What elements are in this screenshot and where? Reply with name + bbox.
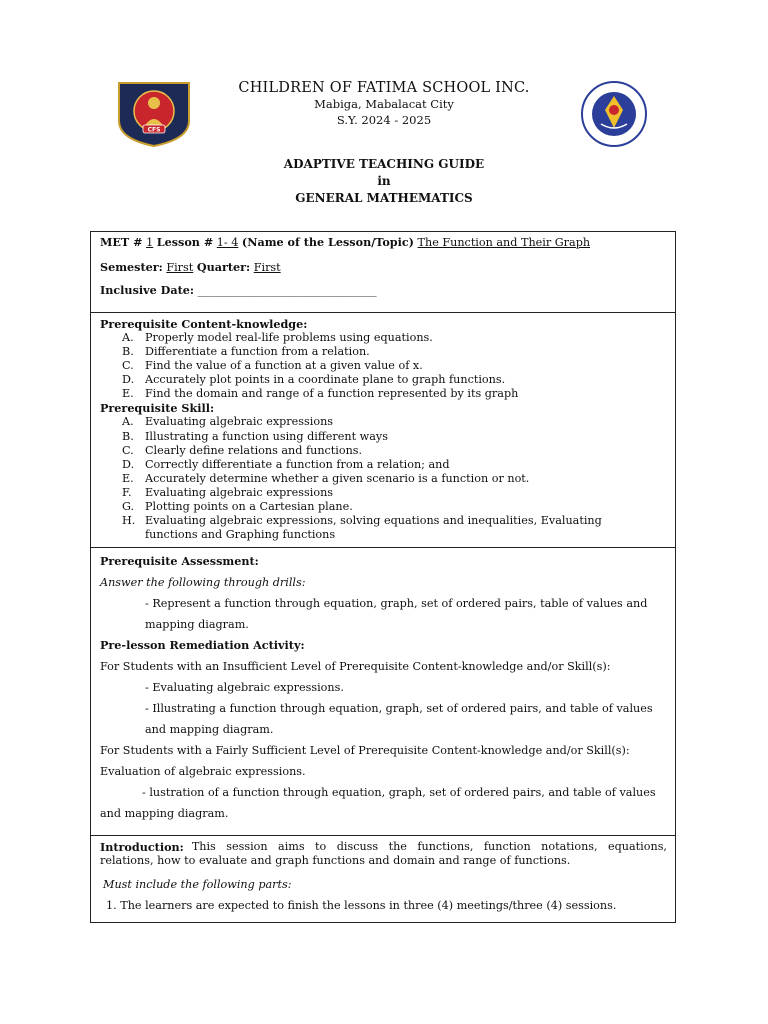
guide-title-in: in <box>377 174 391 188</box>
semester-label: Semester: <box>100 260 163 274</box>
school-name: CHILDREN OF FATIMA SCHOOL INC. <box>238 80 530 96</box>
met-label: MET # <box>100 235 143 249</box>
assessment-heading: Prerequisite Assessment: <box>100 554 259 568</box>
guide-subject: GENERAL MATHEMATICS <box>295 191 473 205</box>
introduction-section <box>91 835 675 922</box>
lesson-value: 1- 4 <box>216 236 239 249</box>
met-value: 1 <box>146 236 154 249</box>
remediation-heading: Pre-lesson Remediation Activity: <box>100 638 305 652</box>
assessment-instruction: Answer the following through drills: <box>100 576 306 589</box>
quarter-value: First <box>253 261 281 274</box>
list-item: C. Find the value of a function at a given value of x. <box>122 359 423 373</box>
topic-value: The Function and Their Graph <box>417 236 591 249</box>
prereq-skill-heading: Prerequisite Skill: <box>100 401 215 416</box>
insufficient-item-2: - Illustrating a function through equation, graph, set of ordered pairs, and table of values <box>145 702 653 715</box>
intro-text-1: This session aims to discuss the functions, function notations, equations, <box>191 840 667 853</box>
drill-line-1: - Represent a function through equation, graph, set of ordered pairs, table of values and <box>145 597 648 610</box>
insufficient-intro: For Students with an Insufficient Level of Prerequisite Content-knowledge and/or Skill(s): <box>100 660 611 673</box>
assessment-section <box>91 547 675 835</box>
fair-item-2: - lustration of a function through equation, graph, set of ordered pairs, and table of values <box>142 786 656 799</box>
insufficient-item-2-cont: and mapping diagram. <box>145 723 274 736</box>
quarter-label: Quarter: <box>196 260 251 274</box>
insufficient-item-1: - Evaluating algebraic expressions. <box>145 681 344 694</box>
list-item: A. Evaluating algebraic expressions <box>122 415 334 429</box>
met-line <box>100 235 590 250</box>
intro-item-1: 1. The learners are expected to finish the lessons in three (4) meetings/three (4) sessions. <box>106 899 617 912</box>
list-item: B. Differentiate a function from a relation. <box>122 345 370 359</box>
prerequisites-section <box>91 312 675 547</box>
semester-value: First <box>166 261 194 274</box>
list-item: E. Accurately determine whether a given scenario is a function or not. <box>122 471 530 485</box>
list-item: G. Plotting points on a Cartesian plane. <box>122 500 353 514</box>
guide-title: ADAPTIVE TEACHING GUIDE <box>283 157 485 171</box>
guide-table <box>90 231 676 923</box>
list-item: F. Evaluating algebraic expressions <box>122 485 334 499</box>
semester-line <box>100 260 281 275</box>
school-address: Mabiga, Mabalacat City <box>314 97 454 111</box>
prereq-skill-list <box>100 415 667 542</box>
list-item: E. Find the domain and range of a function represented by its graph <box>122 387 519 401</box>
lesson-label: Lesson # <box>156 235 214 249</box>
school-logo-initials: CFS <box>147 126 161 134</box>
list-item: functions and Graphing functions <box>145 528 336 542</box>
fair-item-2-cont: and mapping diagram. <box>100 807 229 820</box>
intro-label: Introduction: <box>100 840 184 854</box>
list-item: A. Properly model real-life problems using equations. <box>122 331 433 344</box>
must-include: Must include the following parts: <box>103 878 292 891</box>
list-item: B. Illustrating a function using different ways <box>122 429 388 443</box>
list-item: D. Accurately plot points in a coordinate plane to graph functions. <box>122 373 506 387</box>
fair-intro: For Students with a Fairly Sufficient Level of Prerequisite Content-knowledge and/or Skill(s): <box>100 744 630 757</box>
date-label: Inclusive Date: <box>100 283 194 297</box>
lesson-meta-section <box>91 232 675 312</box>
list-item: D. Correctly differentiate a function from a relation; and <box>122 457 450 471</box>
date-blank: ________________________________ <box>197 284 377 297</box>
school-year: S.Y. 2024 - 2025 <box>336 113 432 127</box>
prereq-knowledge-list <box>100 331 667 401</box>
fair-item-1: Evaluation of algebraic expressions. <box>100 765 306 778</box>
intro-line-2: relations, how to evaluate and graph functions and domain and range of functions. <box>100 854 571 867</box>
date-line <box>100 283 377 298</box>
drill-line-2: mapping diagram. <box>145 618 249 631</box>
topic-label: (Name of the Lesson/Topic) <box>241 235 414 249</box>
prereq-knowledge-heading: Prerequisite Content-knowledge: <box>100 317 308 331</box>
list-item: H. Evaluating algebraic expressions, solving equations and inequalities, Evaluating <box>122 514 602 528</box>
list-item: C. Clearly define relations and functions. <box>122 443 363 457</box>
intro-line-1 <box>100 840 667 854</box>
